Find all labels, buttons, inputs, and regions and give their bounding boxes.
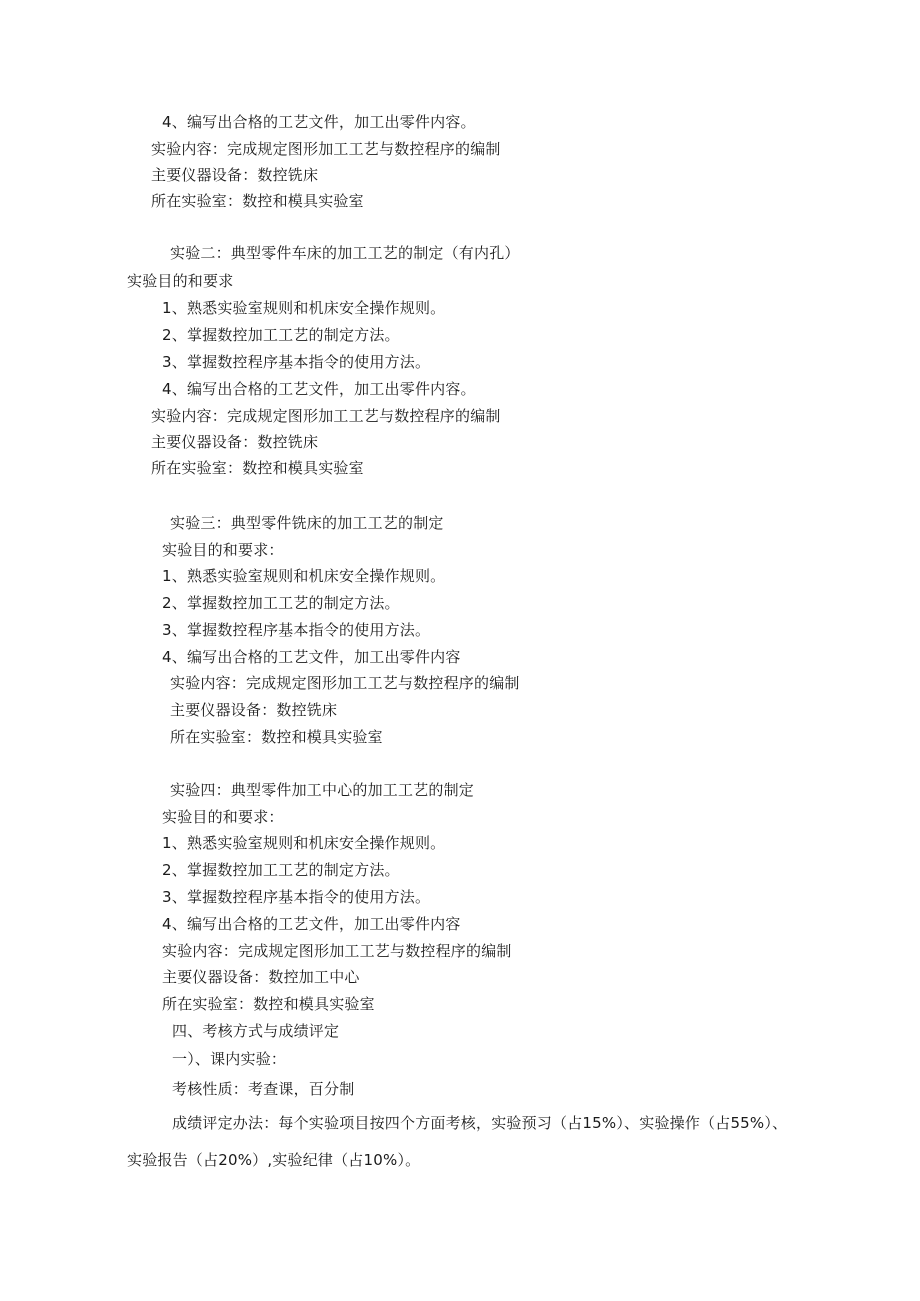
in-class-experiments-heading: 一）、课内实验： [172,1050,287,1068]
requirement-3: 3、掌握数控程序基本指令的使用方法。 [162,353,431,371]
lab-location: 所在实验室：数控和模具实验室 [162,995,375,1013]
requirement-4: 4、编写出合格的工艺文件，加工出零件内容 [162,915,461,933]
objectives-heading: 实验目的和要求： [162,808,284,826]
grading-method: 成绩评定办法：每个实验项目按四个方面考核，实验预习（占15%）、实验操作（占55%）、 [172,1114,788,1132]
grading-method-continued: 实验报告（占20%）,实验纪律（占10%）。 [127,1151,421,1169]
requirement-2: 2、掌握数控加工工艺的制定方法。 [162,861,400,879]
experiment-content: 实验内容：完成规定图形加工工艺与数控程序的编制 [151,140,501,158]
experiment-content: 实验内容：完成规定图形加工工艺与数控程序的编制 [162,942,512,960]
assessment-nature: 考核性质：考查课，百分制 [172,1080,355,1098]
experiment-4-title: 实验四：典型零件加工中心的加工工艺的制定 [170,781,475,799]
requirement-3: 3、掌握数控程序基本指令的使用方法。 [162,888,431,906]
requirement-1: 1、熟悉实验室规则和机床安全操作规则。 [162,567,446,585]
requirement-4: 4、编写出合格的工艺文件，加工出零件内容 [162,648,461,666]
lab-location: 所在实验室：数控和模具实验室 [151,459,364,477]
requirement-2: 2、掌握数控加工工艺的制定方法。 [162,326,400,344]
assessment-heading: 四、考核方式与成绩评定 [172,1022,340,1040]
experiment-content: 实验内容：完成规定图形加工工艺与数控程序的编制 [170,674,520,692]
lab-location: 所在实验室：数控和模具实验室 [151,192,364,210]
objectives-heading: 实验目的和要求 [127,272,234,290]
experiment-3-title: 实验三：典型零件铣床的加工工艺的制定 [170,514,444,532]
requirement-4: 4、编写出合格的工艺文件，加工出零件内容。 [162,380,476,398]
requirement-3: 3、掌握数控程序基本指令的使用方法。 [162,621,431,639]
lab-location: 所在实验室：数控和模具实验室 [170,728,383,746]
main-equipment: 主要仪器设备：数控铣床 [170,701,338,719]
experiment-2-title: 实验二：典型零件车床的加工工艺的制定（有内孔） [170,244,520,262]
main-equipment: 主要仪器设备：数控铣床 [151,433,319,451]
main-equipment: 主要仪器设备：数控铣床 [151,166,319,184]
experiment-content: 实验内容：完成规定图形加工工艺与数控程序的编制 [151,407,501,425]
objectives-heading: 实验目的和要求： [162,541,284,559]
requirement-4: 4、编写出合格的工艺文件，加工出零件内容。 [162,113,476,131]
requirement-1: 1、熟悉实验室规则和机床安全操作规则。 [162,834,446,852]
requirement-2: 2、掌握数控加工工艺的制定方法。 [162,594,400,612]
main-equipment: 主要仪器设备：数控加工中心 [162,968,360,986]
requirement-1: 1、熟悉实验室规则和机床安全操作规则。 [162,299,446,317]
